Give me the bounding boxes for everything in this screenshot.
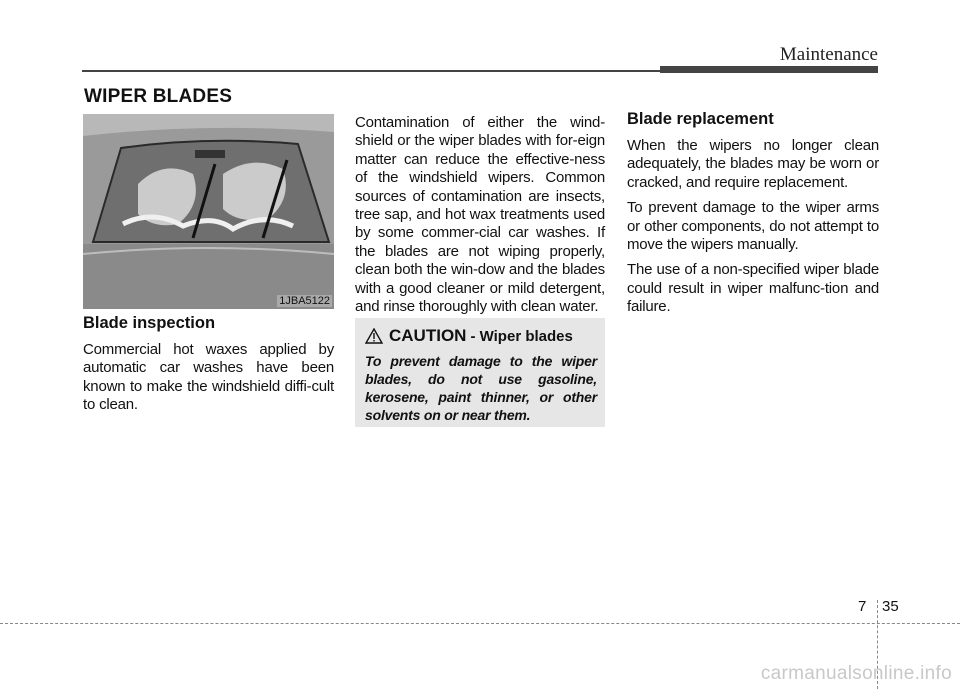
- contamination-text: Contamination of either the wind-shield or the wiper blades with for-eign matter can reduce the effective-ness of the windshield wipers. Common sources of contamination are insects, tree sap, and hot wax treatments used by some commer-cial car washes. If the blades are not wiping properly, clean both the win-dow and the blades with a good cleaner or mild detergent, and rinse thoroughly with clean water.: [355, 114, 605, 316]
- caution-subtitle: - Wiper blades: [470, 327, 573, 345]
- blade-inspection-text: Commercial hot waxes applied by automatic car washes have been known to make the windshield diffi-cult to clean.: [83, 341, 334, 414]
- header-title: Maintenance: [779, 44, 878, 65]
- windshield-illustration: [83, 114, 334, 309]
- blade-inspection-heading: Blade inspection: [83, 314, 216, 332]
- caution-box: [355, 318, 605, 427]
- caution-text: To prevent damage to the wiper blades, do not use gasoline, kerosene, paint thinner, or other solvents on or near them.: [365, 353, 597, 423]
- header-rule-thin: [82, 70, 662, 72]
- caution-header: [365, 326, 597, 346]
- footer-dashed-rule: [0, 623, 960, 624]
- blade-inspection-column: [83, 314, 334, 422]
- footer-chapter-number: 7: [858, 598, 867, 615]
- contamination-column: [355, 114, 605, 323]
- windshield-figure: [83, 114, 334, 309]
- blade-replacement-heading: Blade replacement: [627, 110, 774, 128]
- warning-triangle-icon: [365, 328, 383, 344]
- blade-replacement-paragraph-2: To prevent damage to the wiper arms or other components, do not attempt to move the wipers manually.: [627, 199, 879, 254]
- blade-replacement-paragraph-3: The use of a non-specified wiper blade could result in wiper malfunc-tion and failure.: [627, 261, 879, 316]
- blade-replacement-paragraph-1: When the wipers no longer clean adequately, the blades may be worn or cracked, and require replacement.: [627, 137, 879, 191]
- figure-code: 1JBA5122: [279, 295, 330, 307]
- header-rule-thick: [660, 66, 878, 73]
- footer-page-number: 35: [882, 598, 899, 615]
- blade-replacement-column: [627, 110, 879, 324]
- section-title: WIPER BLADES: [84, 86, 233, 107]
- caution-word: CAUTION: [389, 326, 467, 345]
- watermark: carmanualsonline.info: [760, 663, 952, 684]
